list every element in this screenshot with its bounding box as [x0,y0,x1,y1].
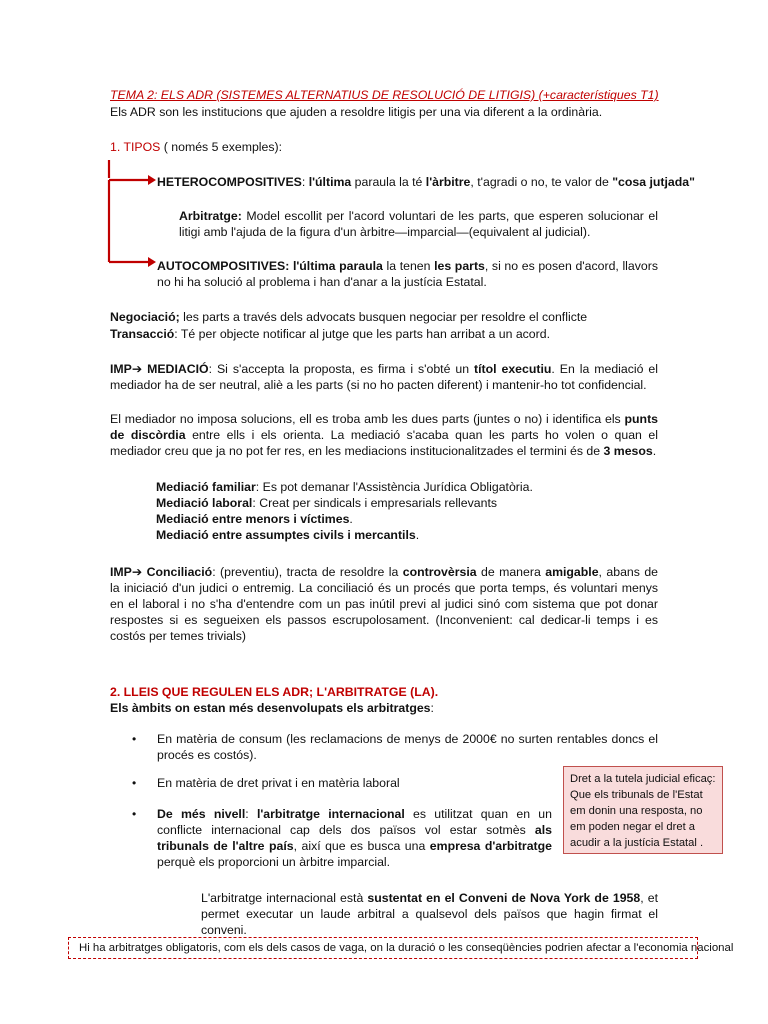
b3-t2: es utilitzat quan en un conflicte internacional cap dels dos països vol estar sotmès [157,807,552,837]
hetero-b1: l'última [308,175,352,189]
mediador-b2: 3 mesos [603,444,653,458]
conciliacio-paragraph [110,564,658,644]
transaccio-term: Transacció [110,327,175,341]
type-text: . [415,528,420,542]
mediacio-t1: : Si s'accepta la proposta, es firma i s'obté un [208,362,475,376]
subheading-colon: : [430,701,434,715]
b3-term: De més nivell [157,807,246,821]
mediacio-paragraph [110,361,658,393]
auto-b1: l'última paraula [289,259,383,273]
arbitratge-text: Model escollit per l'acord voluntari de les parts, que esperen solucionar el litigi amb l'ajuda de la figura d'un àrbitre—imparcial—(equivalent al judicial). [179,209,658,239]
transaccio-line [110,326,550,342]
page-title: TEMA 2: ELS ADR (SISTEMES ALTERNATIUS DE RESOLUCIÓ DE LITIGIS) (+característiques T1) [110,88,659,102]
b3-t4: perquè els proporcioni un àrbitre imparcial. [157,855,391,869]
autocompositives-term: AUTOCOMPOSITIVES: [157,259,290,273]
arbitratge-paragraph [179,208,658,240]
b3-t1: : [245,807,257,821]
mediacio-term: IMP➔ MEDIACIÓ [110,362,209,376]
type-term: Mediació laboral [156,496,253,510]
type-text: : Es pot demanar l'Assistència Jurídica Obligatòria. [255,480,533,494]
conveni-t2: , et permet executar un laude arbitral a qualsevol dels països que hagin firmat el conveni. [201,891,658,937]
auto-t1: la tenen [382,259,435,273]
type-term: Mediació familiar [156,480,256,494]
tutela-judicial-callout: Dret a la tutela judicial eficaç: Que els tribunals de l'Estat em donin una resposta, no em poden negar el dret a acudir a la justícia Estatal . [563,766,723,854]
transaccio-text: : Té per objecte notificar al jutge que les parts han arribat a un acord. [174,327,550,341]
negociacio-text: les parts a través dels advocats busquen negociar per resoldre el conflicte [179,310,588,324]
section-2-subheading [110,700,434,716]
heterocompositives-line [157,174,695,190]
list-item [156,511,533,527]
section-1-heading [110,139,282,155]
mediacio-types-list [156,479,533,543]
conciliacio-t3: , abans de la iniciació d'un judici o entremig. La conciliació és un procés que porta temps, és voluntari menys en el laboral i no s'ha d'entendre com un pas inútil previ al judici sinó com sistema que pot donar respostes si es segueixen els passos escrupolosament. (Inconvenient: cal dedicar-li temps i es costós per temes trivials) [110,565,658,643]
type-term: Mediació entre assumptes civils i mercantils [156,528,416,542]
conciliacio-t1: : (preventiu), tracta de resoldre la [212,565,403,579]
conveni-paragraph [201,890,658,938]
subheading-text: Els àmbits on estan més desenvolupats els arbitratges [110,701,431,715]
conveni-t1: L'arbitratge internacional està [201,891,368,905]
mediacio-t2: . En la mediació el mediador ha de ser neutral, aliè a les parts (si no ho pacten diferent) i mantenir-ho tot confidencial. [110,362,658,392]
bullet-icon: • [132,732,137,746]
bullet-consum: En matèria de consum (les reclamacions de menys de 2000€ no surten rentables doncs el procés es costós). [157,732,658,762]
list-item [156,479,533,495]
type-text: : Creat per sindicals i empresarials rellevants [252,496,498,510]
hetero-b3: "cosa jutjada" [612,175,695,189]
b3-b2: als tribunals de l'altre país [157,823,552,853]
negociacio-term: Negociació; [110,310,180,324]
mediador-b1: punts de discòrdia [110,412,658,442]
mediador-t3: . [652,444,657,458]
autocompositives-paragraph [157,258,658,290]
b3-t3: , així que es busca una [293,839,430,853]
conciliacio-b2: amigable [545,565,599,579]
hetero-t1: paraula la té [351,175,426,189]
hetero-b2: l'àrbitre [425,175,471,189]
list-item [156,527,533,543]
mediacio-b1: títol executiu [474,362,552,376]
list-item [156,495,533,511]
arbitratges-obligatoris-note: Hi ha arbitratges obligatoris, com els dels casos de vaga, on la duració o les conseqüències podrien afectar a l'economia nacional [68,937,698,959]
bullet-icon: • [132,776,137,790]
b3-b3: empresa d'arbitratge [429,839,553,853]
mediador-t2: entre ells i els orienta. La mediació s'acaba quan les parts ho volen o quan el mediador creu que ja no pot fer res, en les mediacions institucionalitzades el termini és de [110,428,658,458]
hetero-t2: , t'agradi o no, te valor de [470,175,613,189]
conciliacio-t2: de manera [476,565,546,579]
heterocompositives-term: HETEROCOMPOSITIVES [157,175,302,189]
auto-t2: , si no es posen d'acord, llavors no hi ha solució al problema i han d'anar a la justícia Estatal. [157,259,658,289]
mediador-t1: El mediador no imposa solucions, ell es troba amb les dues parts (juntes o no) i identifica els [110,412,625,426]
bullet-dret-privat: En matèria de dret privat i en matèria laboral [157,776,400,790]
conciliacio-term: IMP➔ Conciliació [110,565,213,579]
mediador-paragraph [110,411,658,459]
hetero-sep: : [301,175,309,189]
bracket-arrow-icon [109,160,156,267]
bullet-icon: • [132,807,137,821]
tipos-bracket-arrows [96,160,166,270]
auto-b2: les parts [434,259,485,273]
type-text: . [349,512,353,526]
bullet-internacional [157,806,552,870]
section-1-title: 1. TIPOS [110,140,161,154]
b3-b1: l'arbitratge internacional [256,807,405,821]
conciliacio-b1: controvèrsia [402,565,477,579]
negociacio-line [110,309,587,325]
section-2-title: 2. LLEIS QUE REGULEN ELS ADR; L'ARBITRATGE (LA). [110,685,439,699]
intro-text: Els ADR son les institucions que ajuden a resoldre litigis per una via diferent a la ordinària. [110,105,603,119]
type-term: Mediació entre menors i víctimes [156,512,350,526]
arbitratge-term: Arbitratge: [179,209,242,223]
conveni-b1: sustentat en el Conveni de Nova York de 1958 [367,891,641,905]
section-1-note: ( només 5 exemples): [160,140,283,154]
